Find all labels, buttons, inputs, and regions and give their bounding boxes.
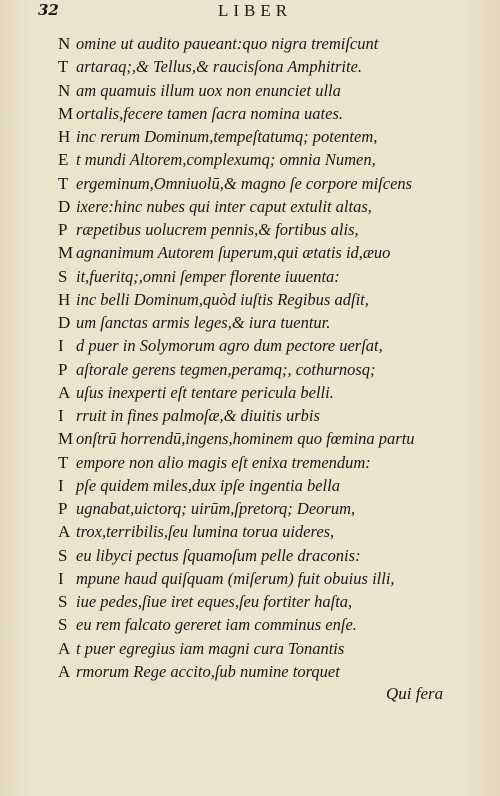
verse-initial: N — [58, 80, 71, 100]
verse-line — [58, 148, 498, 171]
verse-initial: S — [58, 592, 68, 611]
verse-initial: A — [58, 382, 71, 402]
verse-initial: M — [58, 103, 74, 123]
verse-text: ortalis,fecere tamen ſacra nomina uates. — [76, 103, 344, 123]
verse-text: am quamuis illum uox non enunciet ulla — [76, 80, 341, 100]
verse-line — [58, 520, 498, 543]
verse-initial: P — [58, 359, 68, 379]
verse-text: artaraq;,& Tellus,& raucisſona Amphitrite. — [76, 57, 363, 77]
verse-initial: I — [58, 475, 64, 495]
verse-text: ugnabat,uictorq; uirūm,ſpretorq; Deorum, — [76, 499, 356, 518]
verse-text: ergeminum,Omniuolū,& magno ſe corpore miſcens — [76, 173, 413, 193]
verse-line — [58, 660, 498, 683]
verse-line — [58, 427, 498, 450]
verse-initial: P — [58, 220, 68, 239]
verse-line — [58, 474, 498, 497]
verse-line — [58, 125, 498, 148]
verse-line — [58, 172, 498, 195]
catchword: Qui fera — [386, 684, 444, 703]
verse-initial: D — [58, 313, 71, 332]
verse-line — [58, 544, 498, 567]
verse-text: iue pedes,ſiue iret eques,ſeu fortiter haſta, — [76, 592, 353, 611]
verse-line — [58, 311, 498, 334]
verse-line — [58, 32, 498, 55]
verse-line — [58, 590, 498, 613]
verse-initial: I — [58, 406, 64, 425]
verse-text: t mundi Altorem,complexumq; omnia Numen, — [76, 150, 376, 170]
verse-initial: I — [58, 336, 64, 356]
verse-line — [58, 381, 498, 404]
verse-text: omine ut audito paueant:quo nigra tremiſcunt — [76, 34, 379, 53]
verse-text: uſus inexperti eſt tentare pericula belli. — [76, 382, 334, 402]
verse-text: it,fueritq;,omni ſemper florente iuuenta: — [76, 266, 340, 286]
verse-initial: P — [58, 499, 68, 518]
verse-line — [58, 195, 498, 218]
verse-text: empore non alio magis eſt enixa tremendum: — [76, 452, 371, 472]
verse-initial: H — [58, 289, 71, 309]
verse-initial: S — [58, 545, 68, 565]
verse-initial: T — [58, 452, 69, 472]
page-header — [0, 0, 500, 22]
verse-line — [58, 567, 498, 590]
verse-text: agnanimum Autorem ſuperum,qui ætatis id,æuo — [76, 243, 391, 263]
verse-initial: A — [58, 661, 71, 681]
verse-list — [58, 32, 498, 683]
verse-line — [58, 358, 498, 381]
verse-line — [58, 404, 498, 427]
verse-line — [58, 55, 498, 78]
verse-line — [58, 334, 498, 357]
verse-text: rmorum Rege accito,ſub numine torquet — [76, 661, 340, 681]
verse-initial: H — [58, 127, 71, 146]
verse-initial: T — [58, 57, 69, 77]
verse-initial: M — [58, 429, 74, 449]
folio-number: 32 — [38, 1, 59, 19]
verse-initial: N — [58, 34, 71, 53]
verse-initial: T — [58, 173, 69, 193]
verse-text: um ſanctas armis leges,& iura tuentur. — [76, 313, 331, 332]
verse-initial: M — [58, 243, 74, 263]
verse-text: d puer in Solymorum agro dum pectore uerſat, — [76, 336, 383, 356]
verse-line — [58, 497, 498, 520]
verse-text: ræpetibus uolucrem pennis,& fortibus alis, — [76, 220, 359, 239]
verse-line — [58, 637, 498, 660]
verse-text: mpune haud quiſquam (miſerum) fuit obuius illi, — [76, 568, 395, 588]
verse-line — [58, 265, 498, 288]
verse-initial: E — [58, 150, 69, 170]
verse-initial: S — [58, 266, 68, 286]
verse-line — [58, 288, 498, 311]
verse-initial: A — [58, 522, 71, 542]
verse-text: aſtorale gerens tegmen,peramq;, cothurnosq; — [76, 359, 376, 379]
verse-text: onſtrū horrendū,ingens,hominem quo fœmina partu — [76, 429, 415, 449]
verse-text: t puer egregius iam magni cura Tonantis — [76, 638, 345, 658]
verse-text: eu rem falcato gereret iam comminus enſe. — [76, 615, 357, 635]
verse-line — [58, 218, 498, 241]
verse-text: eu libyci pectus ſquamoſum pelle draconis: — [76, 545, 361, 565]
verse-text: rruit in fines palmoſæ,& diuitis urbis — [76, 406, 320, 425]
verse-line — [58, 102, 498, 125]
verse-text: trox,terribilis,ſeu lumina torua uideres, — [76, 522, 335, 542]
verse-line — [58, 79, 498, 102]
running-head: LIBER — [218, 1, 293, 20]
verse-initial: S — [58, 615, 68, 635]
verse-line — [58, 613, 498, 636]
verse-text: pſe quidem miles,dux ipſe ingentia bella — [76, 475, 340, 495]
verse-text: ixere:hinc nubes qui inter caput extulit altas, — [76, 196, 372, 216]
verse-initial: A — [58, 638, 71, 658]
verse-initial: D — [58, 196, 71, 216]
verse-line — [58, 451, 498, 474]
verse-initial: I — [58, 568, 64, 588]
verse-text: inc rerum Dominum,tempeſtatumq; potentem, — [76, 127, 378, 146]
verse-text: inc belli Dominum,quòd iuſtis Regibus adſit, — [76, 289, 369, 309]
verse-line — [58, 241, 498, 264]
